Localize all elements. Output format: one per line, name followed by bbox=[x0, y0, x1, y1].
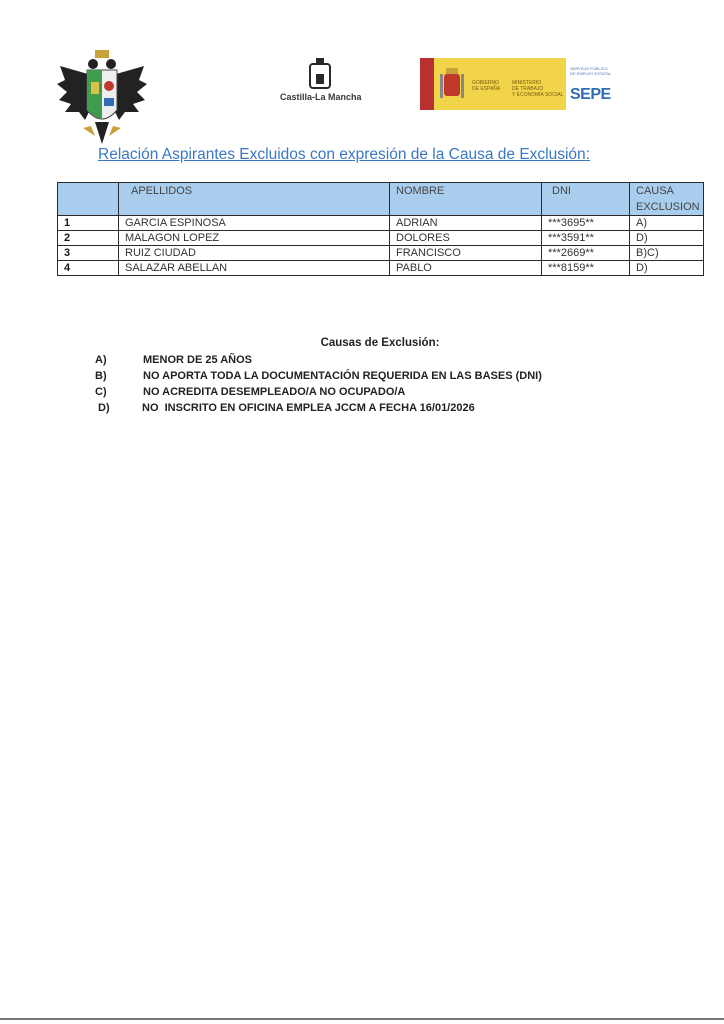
table-row bbox=[58, 231, 704, 246]
gobierno-sepe-logo bbox=[420, 58, 610, 110]
row-dni: ***3591** bbox=[542, 231, 630, 246]
document-title: Relación Aspirantes Excluidos con expresión de la Causa de Exclusión: bbox=[98, 146, 590, 163]
table-row bbox=[58, 261, 704, 276]
cause-item bbox=[95, 386, 405, 398]
row-dni: ***2669** bbox=[542, 246, 630, 261]
row-dni: ***8159** bbox=[542, 261, 630, 276]
clm-logo-text: Castilla-La Mancha bbox=[280, 92, 362, 102]
row-causa: D) bbox=[630, 231, 704, 246]
row-causa: B)C) bbox=[630, 246, 704, 261]
coat-of-arms-icon bbox=[55, 48, 150, 148]
gov-red-stripe bbox=[420, 58, 434, 110]
cause-text: MENOR DE 25 AÑOS bbox=[143, 354, 253, 366]
cause-item bbox=[95, 354, 252, 366]
sepe-small-text: SERVICIO PÚBLICO DE EMPLEO ESTATAL bbox=[570, 66, 612, 76]
row-nombre: PABLO bbox=[390, 261, 542, 276]
row-apellidos: RUIZ CIUDAD bbox=[119, 246, 390, 261]
cause-item bbox=[95, 370, 542, 382]
causes-title: Causas de Exclusión: bbox=[320, 337, 440, 349]
row-number: 1 bbox=[58, 216, 119, 231]
cause-text: NO APORTA TODA LA DOCUMENTACIÓN REQUERIDA EN LAS BASES (DNI) bbox=[143, 370, 542, 382]
row-nombre: FRANCISCO bbox=[390, 246, 542, 261]
row-nombre: DOLORES bbox=[390, 231, 542, 246]
cause-letter: B) bbox=[95, 370, 107, 382]
cause-item bbox=[98, 402, 475, 414]
row-apellidos: GARCIA ESPINOSA bbox=[119, 216, 390, 231]
row-apellidos: MALAGON LOPEZ bbox=[119, 231, 390, 246]
row-number: 4 bbox=[58, 261, 119, 276]
row-number: 3 bbox=[58, 246, 119, 261]
table-header-row bbox=[58, 183, 704, 216]
row-causa: A) bbox=[630, 216, 704, 231]
castilla-la-mancha-logo bbox=[280, 56, 360, 108]
gov-line-1: GOBIERNO DE ESPAÑA bbox=[472, 80, 501, 92]
cause-text: NO INSCRITO EN OFICINA EMPLEA JCCM A FECHA 16/01/2026 bbox=[142, 402, 475, 414]
row-causa: D) bbox=[630, 261, 704, 276]
header-nombre: NOMBRE bbox=[390, 183, 542, 216]
cause-letter: C) bbox=[95, 386, 107, 398]
gov-line-2: MINISTERIO DE TRABAJO Y ECONOMÍA SOCIAL bbox=[512, 80, 564, 98]
header-num bbox=[58, 183, 119, 216]
excluded-applicants-table bbox=[57, 182, 704, 276]
header-apellidos: APELLIDOS bbox=[119, 183, 390, 216]
table-row bbox=[58, 246, 704, 261]
cause-text: NO ACREDITA DESEMPLEADO/A NO OCUPADO/A bbox=[143, 386, 406, 398]
sepe-logo-text: SEPE bbox=[570, 86, 611, 103]
table-row bbox=[58, 216, 704, 231]
spain-coat-of-arms-icon bbox=[440, 66, 464, 102]
row-number: 2 bbox=[58, 231, 119, 246]
row-nombre: ADRIAN bbox=[390, 216, 542, 231]
cause-letter: D) bbox=[98, 402, 110, 414]
castle-icon bbox=[307, 56, 333, 90]
row-apellidos: SALAZAR ABELLAN bbox=[119, 261, 390, 276]
bottom-rule bbox=[0, 1018, 724, 1020]
row-dni: ***3695** bbox=[542, 216, 630, 231]
header-causa: CAUSA EXCLUSION bbox=[630, 183, 704, 216]
cause-letter: A) bbox=[95, 354, 107, 366]
header-dni: DNI bbox=[542, 183, 630, 216]
